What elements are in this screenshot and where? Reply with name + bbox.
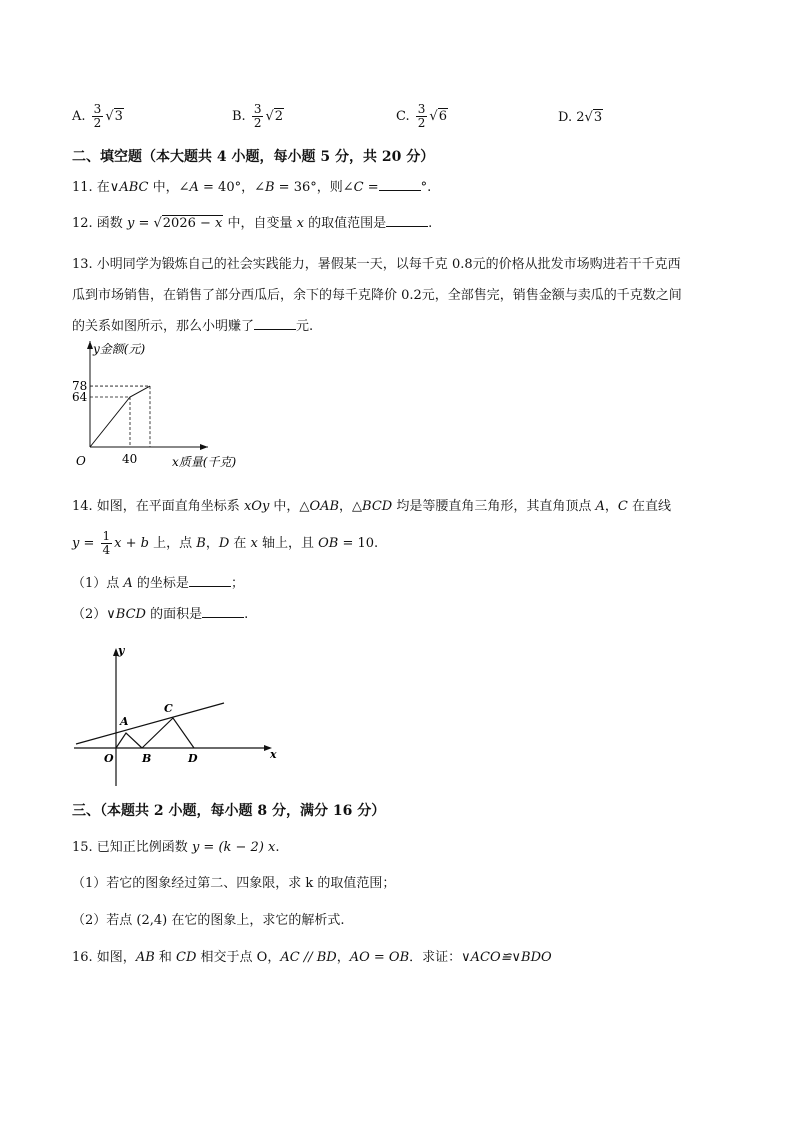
math: x	[296, 216, 304, 231]
text: 中，△	[269, 499, 310, 514]
triangle-oab	[116, 733, 142, 748]
text: ，	[205, 536, 219, 551]
question-13-line-1: 13. 小明同学为锻炼自己的社会实践能力，暑假某一天，以每千克 0.8元的价格从批发市场购进若干千克西	[72, 257, 681, 272]
math: ABC	[119, 180, 149, 195]
math: AO = OB	[349, 950, 410, 965]
text: 中，自变量	[223, 216, 297, 231]
math: C	[353, 180, 364, 195]
text: °.	[420, 180, 432, 195]
radicand: 3	[593, 110, 603, 125]
text: （2）∨	[72, 607, 116, 622]
option-d	[558, 110, 603, 125]
math: y = (k − 2) x	[191, 840, 276, 855]
math: BCD	[115, 607, 146, 622]
text: =	[79, 536, 99, 551]
point-b-label: B	[142, 752, 152, 765]
text: 11. 在∨	[72, 180, 120, 195]
coefficient: 2	[576, 110, 585, 125]
math: OAB	[309, 499, 340, 514]
y-tick-label: 78	[72, 379, 88, 394]
text: ．求证：	[409, 950, 462, 965]
fraction-numerator: 1	[102, 529, 111, 543]
math: CD	[176, 950, 197, 965]
math: B	[264, 180, 275, 195]
text: 均是等腰直角三角形，其直角顶点	[392, 499, 596, 514]
text: 的关系如图所示，那么小明赚了	[72, 319, 255, 334]
question-13-line-3	[72, 315, 313, 334]
text: 15. 已知正比例函数	[72, 840, 192, 855]
text: 和	[154, 950, 177, 965]
math: D	[218, 536, 230, 551]
point-a-label: A	[120, 715, 129, 728]
fraction	[252, 103, 264, 130]
fraction-denominator: 2	[253, 116, 262, 130]
x-axis-arrow	[200, 444, 208, 450]
text: .	[428, 216, 433, 231]
text: ，	[604, 499, 618, 514]
question-11	[72, 176, 431, 195]
sqrt: √2	[265, 109, 284, 124]
text: = 40°，∠	[198, 180, 265, 195]
text: 在	[229, 536, 251, 551]
math: x + b	[114, 536, 149, 551]
x-axis-label: x质量(千克)	[172, 455, 237, 469]
option-a	[72, 103, 124, 130]
radicand: 2026 −	[162, 216, 216, 231]
answer-blank	[379, 178, 421, 191]
option-letter: D.	[558, 110, 573, 125]
sqrt: √2026 − x	[153, 216, 223, 231]
answer-blank	[386, 214, 428, 227]
answer-blank	[254, 317, 296, 330]
sqrt: √6	[429, 109, 447, 124]
fraction	[92, 103, 104, 130]
text: （1）点	[72, 576, 124, 591]
radicand: 2	[274, 109, 284, 124]
radicand: 6	[438, 109, 447, 124]
math: C	[617, 499, 628, 514]
math: A	[123, 576, 133, 591]
fraction	[101, 530, 113, 557]
series-line	[90, 386, 150, 447]
fraction-denominator: 2	[93, 116, 102, 130]
text: 元.	[296, 319, 314, 334]
section-heading: 三、（本题共 2 小题，每小题 8 分，满分 16 分）	[72, 803, 386, 819]
fraction-numerator: 3	[93, 102, 102, 116]
text: = 10.	[338, 536, 379, 551]
math: OB	[318, 536, 339, 551]
text: =	[134, 216, 154, 231]
fraction-denominator: 4	[102, 543, 111, 557]
text: ；	[230, 576, 244, 591]
question-12	[72, 212, 432, 231]
math: y	[72, 536, 80, 551]
text: .	[244, 607, 249, 622]
y-axis-label-text: y金额(元)	[93, 342, 146, 356]
x-tick-label: 40	[122, 452, 138, 466]
line-l	[76, 703, 224, 744]
question-15-sub-2: （2）若点 (2,4) 在它的图象上，求它的解析式.	[72, 913, 345, 928]
option-b	[232, 103, 284, 130]
math: ∨ACO≌∨BDO	[461, 950, 552, 965]
text: 14. 如图，在平面直角坐标系	[72, 499, 244, 514]
option-letter: C.	[396, 109, 410, 124]
text: 16. 如图，	[72, 950, 136, 965]
text: 的取值范围是	[303, 216, 387, 231]
text: 在直线	[627, 499, 671, 514]
text: 中，∠	[148, 180, 190, 195]
fraction-denominator: 2	[417, 116, 426, 130]
text: 轴上，且	[257, 536, 319, 551]
answer-blank	[202, 605, 244, 618]
question-15-sub-1: （1）若它的图象经过第二、四象限，求 k 的取值范围；	[72, 876, 396, 891]
text: 相交于点 O，	[196, 950, 281, 965]
math: AB	[135, 950, 155, 965]
triangle-bcd	[142, 718, 194, 748]
point-d-label: D	[188, 752, 198, 765]
answer-blank	[189, 574, 231, 587]
text: 的坐标是	[132, 576, 189, 591]
section-heading: 二、填空题（本大题共 4 小题，每小题 5 分，共 20 分）	[72, 149, 435, 165]
point-c-label: C	[164, 702, 173, 715]
math: B	[196, 536, 206, 551]
fraction-numerator: 3	[253, 102, 262, 116]
option-letter: B.	[232, 109, 246, 124]
x-label: x	[270, 748, 277, 761]
option-c	[396, 103, 448, 130]
text: .	[275, 840, 280, 855]
text: 12. 函数	[72, 216, 127, 231]
y-label: y	[118, 644, 125, 657]
math: A	[189, 180, 199, 195]
math: xOy	[243, 499, 270, 514]
text: 的面积是	[145, 607, 203, 622]
text: 上，点	[148, 536, 197, 551]
math: x	[215, 216, 223, 231]
q13-chart	[70, 335, 270, 475]
math: x	[250, 536, 258, 551]
radicand: 3	[114, 109, 123, 124]
option-letter: A.	[72, 109, 86, 124]
math: BCD	[362, 499, 393, 514]
fraction	[416, 103, 428, 130]
question-13-line-2: 瓜到市场销售，在销售了部分西瓜后，余下的每千克降价 0.2元，全部售完，销售金额与卖瓜的千克数之间	[72, 288, 682, 303]
fraction-numerator: 3	[417, 102, 426, 116]
math: y	[126, 216, 135, 231]
question-15	[72, 836, 280, 855]
question-16	[72, 946, 552, 965]
question-14-line-2	[72, 530, 378, 557]
question-14-sub-1	[72, 572, 244, 591]
text: =	[363, 180, 379, 195]
math: A	[595, 499, 605, 514]
point-o-label: O	[104, 752, 114, 765]
text: ，△	[339, 499, 363, 514]
q14-figure	[70, 636, 285, 788]
sqrt: √3	[584, 110, 603, 125]
y-tick-label: 64	[72, 390, 88, 404]
y-axis-label	[92, 342, 145, 356]
text: ，	[336, 950, 350, 965]
math: AC // BD	[280, 950, 337, 965]
sqrt: √3	[105, 109, 123, 124]
question-14-sub-2	[72, 603, 248, 622]
origin-label: O	[76, 454, 86, 468]
question-14-line-1	[72, 495, 671, 514]
text: = 36°，则∠	[274, 180, 354, 195]
